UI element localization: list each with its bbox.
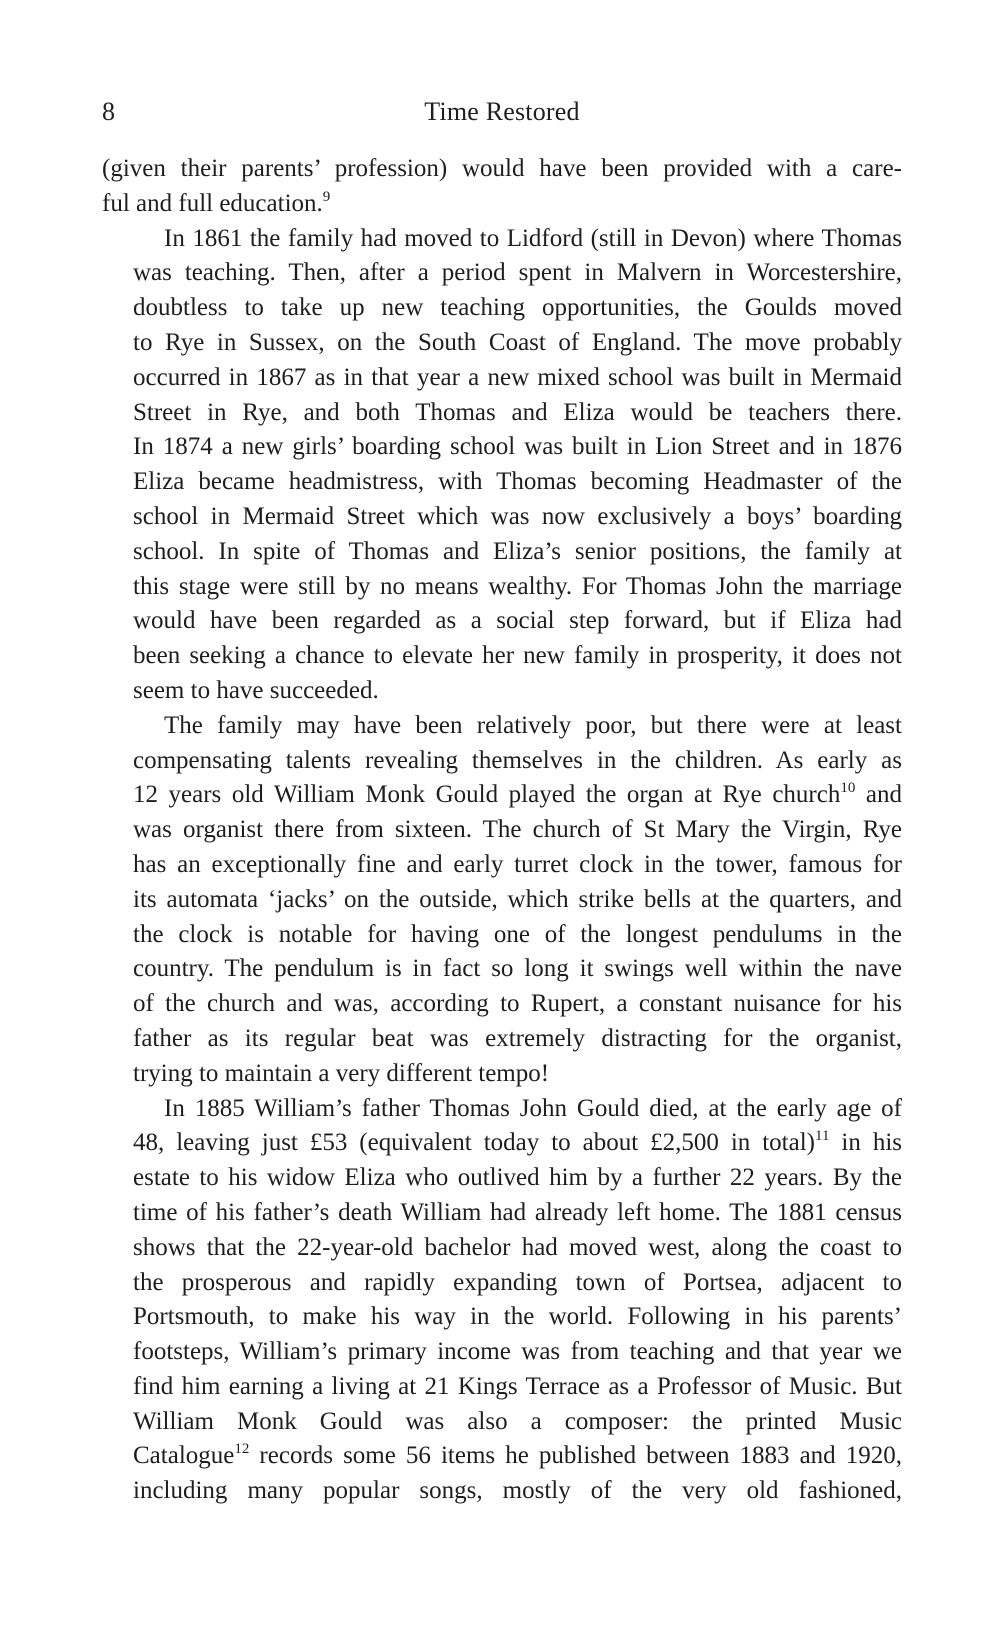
line-text: to Rye in Sussex, on the South Coast of England. The move probably bbox=[133, 328, 902, 356]
line-text-after: in his bbox=[829, 1129, 902, 1157]
line-text: In 1874 a new girls’ boarding school was built in Lion Street and in 1876 bbox=[133, 433, 902, 461]
text-line bbox=[102, 1057, 902, 1092]
line-text: of the church and was, according to Rupert, a constant nuisance for his bbox=[133, 990, 902, 1018]
footnote-ref: 11 bbox=[815, 1128, 830, 1145]
text-line bbox=[102, 1126, 902, 1161]
text-line bbox=[102, 952, 902, 987]
line-text: The family may have been relatively poor, but there were at least bbox=[164, 711, 902, 739]
running-head bbox=[102, 92, 902, 132]
line-text: would have been regarded as a social step forward, but if Eliza had bbox=[133, 607, 902, 635]
text-line bbox=[102, 883, 902, 918]
line-text: William Monk Gould was also a composer: the printed Music bbox=[133, 1407, 902, 1435]
text-line bbox=[102, 222, 902, 257]
text-line bbox=[102, 152, 902, 187]
paragraph bbox=[102, 709, 902, 1092]
text-line bbox=[102, 1161, 902, 1196]
line-text: (given their parents’ profession) would have been provided with a care- bbox=[102, 155, 902, 182]
paragraph bbox=[102, 222, 902, 709]
page-number: 8 bbox=[102, 97, 115, 126]
text-line bbox=[102, 430, 902, 465]
line-text: In 1861 the family had moved to Lidford (still in Devon) where Thomas bbox=[164, 224, 902, 252]
line-text: 12 years old William Monk Gould played the organ at Rye church bbox=[133, 781, 841, 809]
text-line bbox=[102, 987, 902, 1022]
text-line bbox=[102, 1092, 902, 1127]
text-line bbox=[102, 570, 902, 605]
text-line bbox=[102, 1022, 902, 1057]
line-text: Street in Rye, and both Thomas and Eliza would be teachers there. bbox=[133, 398, 902, 426]
line-text: the prosperous and rapidly expanding town of Portsea, adjacent to bbox=[133, 1268, 902, 1296]
line-text: father as its regular beat was extremely distracting for the organist, bbox=[133, 1024, 902, 1052]
line-text: ful and full education. bbox=[102, 189, 323, 217]
line-text: has an exceptionally fine and early turret clock in the tower, famous for bbox=[133, 850, 902, 878]
running-title: Time Restored bbox=[424, 97, 580, 126]
body-text bbox=[102, 152, 902, 1509]
line-text: trying to maintain a very different tempo! bbox=[133, 1059, 550, 1087]
line-text: Catalogue bbox=[133, 1442, 235, 1470]
text-line bbox=[102, 709, 902, 744]
text-line bbox=[102, 326, 902, 361]
line-text: doubtless to take up new teaching opportunities, the Goulds moved bbox=[133, 294, 902, 322]
footnote-ref: 10 bbox=[840, 780, 856, 797]
line-text: country. The pendulum is in fact so long it swings well within the nave bbox=[133, 955, 902, 983]
text-line bbox=[102, 848, 902, 883]
line-text: including many popular songs, mostly of the very old fashioned, bbox=[133, 1477, 902, 1505]
text-line bbox=[102, 535, 902, 570]
line-text: footsteps, William’s primary income was from teaching and that year we bbox=[133, 1338, 902, 1366]
line-text: school in Mermaid Street which was now exclusively a boys’ boarding bbox=[133, 502, 902, 530]
line-text: find him earning a living at 21 Kings Terrace as a Professor of Music. But bbox=[133, 1372, 902, 1400]
text-line bbox=[102, 604, 902, 639]
line-text: 48, leaving just £53 (equivalent today to about £2,500 in total) bbox=[133, 1129, 815, 1157]
text-line bbox=[102, 187, 902, 222]
line-text: time of his father’s death William had already left home. The 1881 census bbox=[133, 1198, 902, 1226]
text-line bbox=[102, 1231, 902, 1266]
text-line bbox=[102, 813, 902, 848]
text-line bbox=[102, 291, 902, 326]
line-text: In 1885 William’s father Thomas John Gould died, at the early age of bbox=[164, 1094, 902, 1122]
text-line bbox=[102, 1370, 902, 1405]
line-text: was teaching. Then, after a period spent in Malvern in Worcestershire, bbox=[133, 259, 902, 287]
footnote-ref: 9 bbox=[322, 188, 331, 205]
text-line bbox=[102, 1474, 902, 1509]
line-text: compensating talents revealing themselves in the children. As early as bbox=[133, 746, 902, 774]
paragraph bbox=[102, 152, 902, 222]
text-line bbox=[102, 1335, 902, 1370]
text-line bbox=[102, 1266, 902, 1301]
line-text: seem to have succeeded. bbox=[133, 676, 379, 704]
line-text: its automata ‘jacks’ on the outside, which strike bells at the quarters, and bbox=[133, 885, 902, 913]
line-text: was organist there from sixteen. The church of St Mary the Virgin, Rye bbox=[133, 816, 902, 844]
line-text: Portsmouth, to make his way in the world. Following in his parents’ bbox=[133, 1303, 902, 1331]
line-text: Eliza became headmistress, with Thomas becoming Headmaster of the bbox=[133, 468, 902, 496]
line-text: estate to his widow Eliza who outlived him by a further 22 years. By the bbox=[133, 1164, 902, 1192]
text-line bbox=[102, 500, 902, 535]
footnote-ref: 12 bbox=[234, 1441, 250, 1458]
line-text-after: and bbox=[855, 781, 902, 809]
line-text-after: records some 56 items he published between 1883 and 1920, bbox=[249, 1442, 902, 1470]
line-text: school. In spite of Thomas and Eliza’s senior positions, the family at bbox=[133, 537, 902, 565]
line-text: occurred in 1867 as in that year a new mixed school was built in Mermaid bbox=[133, 363, 902, 391]
paragraph bbox=[102, 1092, 902, 1510]
text-line bbox=[102, 256, 902, 291]
text-line bbox=[102, 778, 902, 813]
line-text: the clock is notable for having one of the longest pendulums in the bbox=[133, 920, 902, 948]
line-text: shows that the 22-year-old bachelor had moved west, along the coast to bbox=[133, 1233, 902, 1261]
text-line bbox=[102, 918, 902, 953]
line-text: been seeking a chance to elevate her new family in prosperity, it does not bbox=[133, 642, 902, 670]
line-text: this stage were still by no means wealthy. For Thomas John the marriage bbox=[133, 572, 902, 600]
text-line bbox=[102, 639, 902, 674]
text-line bbox=[102, 674, 902, 709]
text-line bbox=[102, 744, 902, 779]
text-line bbox=[102, 1196, 902, 1231]
text-line bbox=[102, 1300, 902, 1335]
text-line bbox=[102, 396, 902, 431]
text-line bbox=[102, 1439, 902, 1474]
text-line bbox=[102, 465, 902, 500]
text-line bbox=[102, 1405, 902, 1440]
text-line bbox=[102, 361, 902, 396]
